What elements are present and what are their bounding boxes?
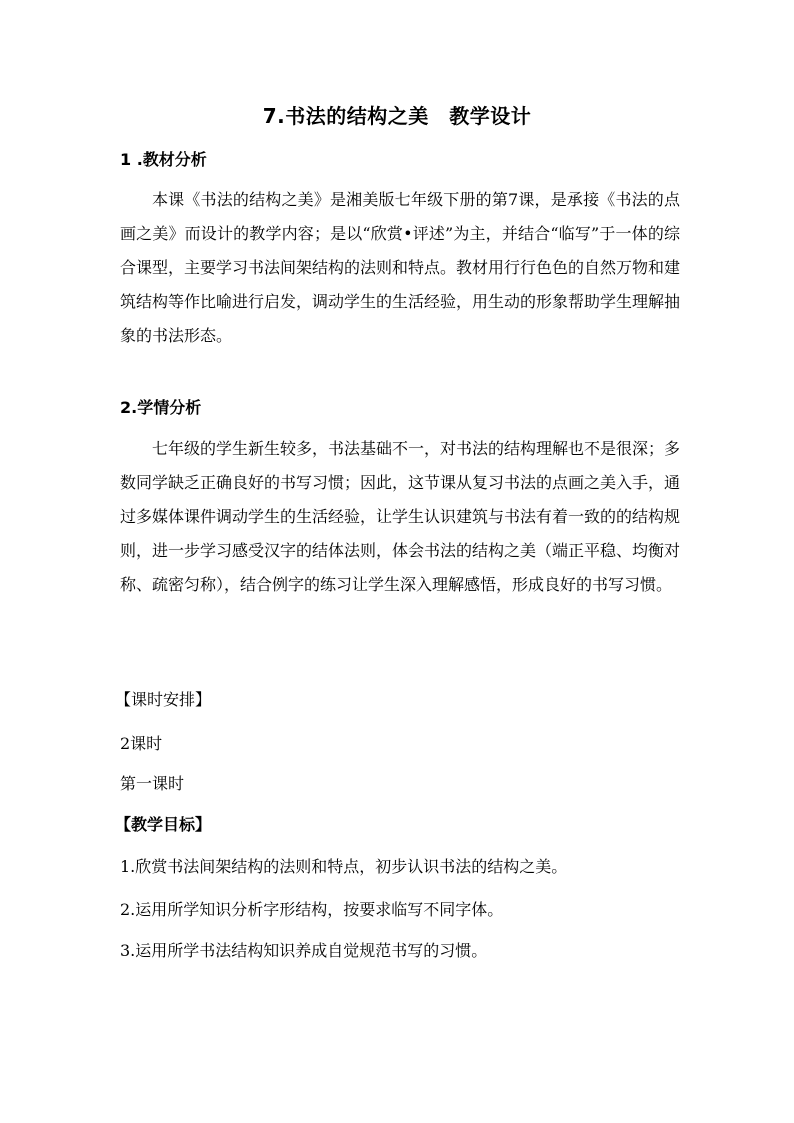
schedule-current: 第一课时 — [120, 774, 185, 793]
paragraph-textbook-analysis: 本课《书法的结构之美》是湘美版七年级下册的第7课，是承接《书法的点画之美》而设计的教学内容；是以“欣赏•评述”为主，并结合“临写”于一体的综合课型，主要学习书法间架结构的法则和特点。教材用行行色色的自然万物和建筑结构等作比喻进行启发，调动学生的生活经验，用生动的形象帮助学生理解抽象的书法形态。 — [120, 190, 681, 345]
section-heading-goals: 【教学目标】 — [115, 815, 212, 834]
section-heading-schedule: 【课时安排】 — [115, 690, 212, 709]
goal-item: 2.运用所学知识分析字形结构，按要求临写不同字体。 — [120, 900, 504, 919]
goal-item: 3.运用所学书法结构知识养成自觉规范书写的习惯。 — [120, 941, 488, 960]
section-heading-student-analysis: 2.学情分析 — [120, 398, 202, 417]
section-heading-textbook-analysis: 1 .教材分析 — [120, 150, 207, 169]
paragraph-student-analysis: 七年级的学生新生较多，书法基础不一，对书法的结构理解也不是很深；多数同学缺乏正确良好的书写习惯；因此，这节课从复习书法的点画之美入手，通过多媒体课件调动学生的生活经验，让学生认识建筑与书法有着一致的的结构规则，进一步学习感受汉字的结体法则，体会书法的结构之美（端正平稳、均衡对称、疏密匀称），结合例字的练习让学生深入理解感悟，形成良好的书写习惯。 — [120, 439, 681, 594]
document-title: 7.书法的结构之美 教学设计 — [262, 104, 532, 128]
goal-item: 1.欣赏书法间架结构的法则和特点，初步认识书法的结构之美。 — [120, 857, 568, 876]
schedule-total: 2课时 — [120, 734, 163, 753]
